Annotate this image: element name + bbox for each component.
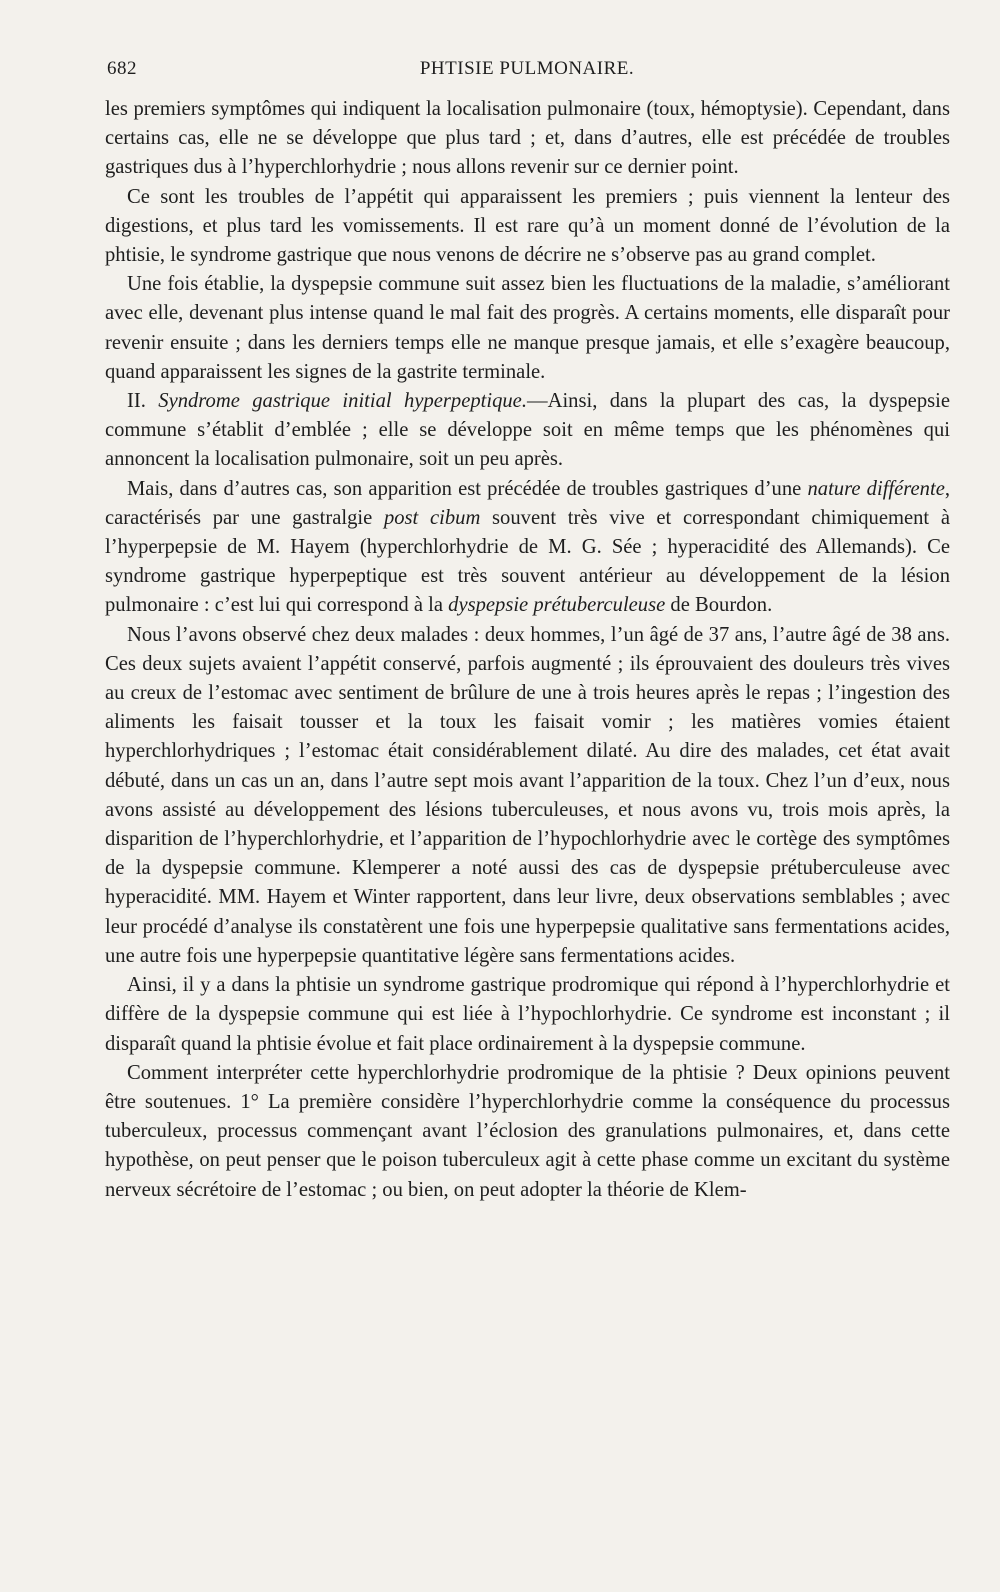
text-segment: , caractérisés par une gastralgie xyxy=(105,477,950,529)
paragraph-hyperpeptic-syndrome xyxy=(105,475,950,621)
paragraph-prodromic-syndrome: Ainsi, il y a dans la phtisie un syndrome gastrique prodromique qui répond à l’hyperchlorhydrie et diffère de la dyspepsie commune qui est liée à l’hypochlorhydrie. Ce syndrome est inconstant ; il disparaît quand la phtisie évolue et fait place ordinairement à la dyspepsie commune. xyxy=(105,974,950,1055)
text-segment: Mais, dans d’autres cas, son apparition est précédée de troubles gastriques d’une xyxy=(127,477,808,500)
paragraph-continuation: les premiers symptômes qui indiquent la localisation pulmonaire (toux, hémoptysie). Cependant, dans certains cas, elle ne se développe que plus tard ; et, dans d’autres, elle est précédée de troubles gastriques dus à l’hyperchlorhydrie ; nous allons revenir sur ce dernier point. xyxy=(105,98,950,179)
text-segment: souvent très vive et correspondant chimiquement à l’hyperpepsie de M. Hayem (hyperchlorhydrie de M. G. Sée ; hyperacidité des Allemands). Ce syndrome gastrique hyperpeptique est très souvent antérieur au développement de la lésion pulmonaire : c’est lui qui correspond à la xyxy=(105,506,950,617)
italic-dyspepsie-pretuberculeuse: dyspepsie prétuberculeuse xyxy=(448,594,666,617)
section-text: Ainsi, dans la plupart des cas, la dyspepsie commune s’établit d’emblée ; elle se développe soit en même temps que les phénomènes qui annoncent la localisation pulmonaire, soit un peu après. xyxy=(105,390,950,471)
paragraph-interpretation: Comment interpréter cette hyperchlorhydrie prodromique de la phtisie ? Deux opinions peuvent être soutenues. 1° La première considère l’hyperchlorhydrie comme la conséquence du processus tuberculeux, processus commençant avant l’éclosion des granulations pulmonaires, et, dans cette hypothèse, on peut penser que le poison tuberculeux agit à cette phase comme un excitant du système nerveux sécrétoire de l’estomac ; ou bien, on peut adopter la théorie de Klem- xyxy=(105,1061,950,1201)
section-number: II. xyxy=(127,390,146,413)
page-number: 682 xyxy=(107,58,137,79)
paragraph-appetite-troubles: Ce sont les troubles de l’appétit qui apparaissent les premiers ; puis viennent la lenteur des digestions, et plus tard les vomissements. Il est rare qu’à un moment donné de l’évolution de la phtisie, le syndrome gastrique que nous venons de décrire ne s’observe pas au grand complet. xyxy=(105,185,950,267)
italic-post-cibum: post cibum xyxy=(383,506,481,529)
italic-nature-differente: nature différente xyxy=(807,477,945,500)
text-segment: de Bourdon. xyxy=(665,594,773,617)
paragraph-observations: Nous l’avons observé chez deux malades : deux hommes, l’un âgé de 37 ans, l’autre âgé de 38 ans. Ces deux sujets avaient l’appétit conservé, parfois augmenté ; ils éprouvaient des douleurs très vives au creux de l’estomac avec sentiment de brûlure de une à trois heures après le repas ; l’ingestion des aliments les faisait tousser et la toux les faisait vomir ; les matières vomies étaient hyperchlorhydriques ; l’estomac était considérablement dilaté. Au dire des malades, cet état avait débuté, dans un cas un an, dans l’autre sept mois avant l’apparition de la toux. Chez l’un d’eux, nous avons assisté au développement des lésions tuberculeuses, et nous avons vu, trois mois après, la disparition de l’hyperchlorhydrie, et l’apparition de l’hypochlorhydrie avec le cortège des symptômes de la dyspepsie commune. Klemperer a noté aussi des cas de dyspepsie prétuberculeuse avec hyperacidité. MM. Hayem et Winter rapportent, dans leur livre, deux observations semblables ; avec leur procédé d’analyse ils constatèrent une fois une hyperpepsie qualitative sans fermentations acides, une autre fois une hyperpepsie quantitative légère sans fermentations acides. xyxy=(105,623,950,967)
section-title: Syndrome gastrique initial hyperpeptique. xyxy=(158,390,527,413)
paragraph-section-ii xyxy=(105,387,950,475)
running-head: PHTISIE PULMONAIRE. xyxy=(419,58,635,79)
section-dash: — xyxy=(526,390,548,413)
paragraph-dyspepsia-fluctuations: Une fois établie, la dyspepsie commune suit assez bien les fluctuations de la maladie, s’améliorant avec elle, devenant plus intense quand le mal fait des progrès. A certains moments, elle disparaît pour revenir ensuite ; dans les derniers temps elle ne manque presque jamais, et elle s’exagère beaucoup, quand apparaissent les signes de la gastrite terminale. xyxy=(105,273,950,383)
page-header xyxy=(107,58,947,88)
body-text xyxy=(105,95,950,1205)
